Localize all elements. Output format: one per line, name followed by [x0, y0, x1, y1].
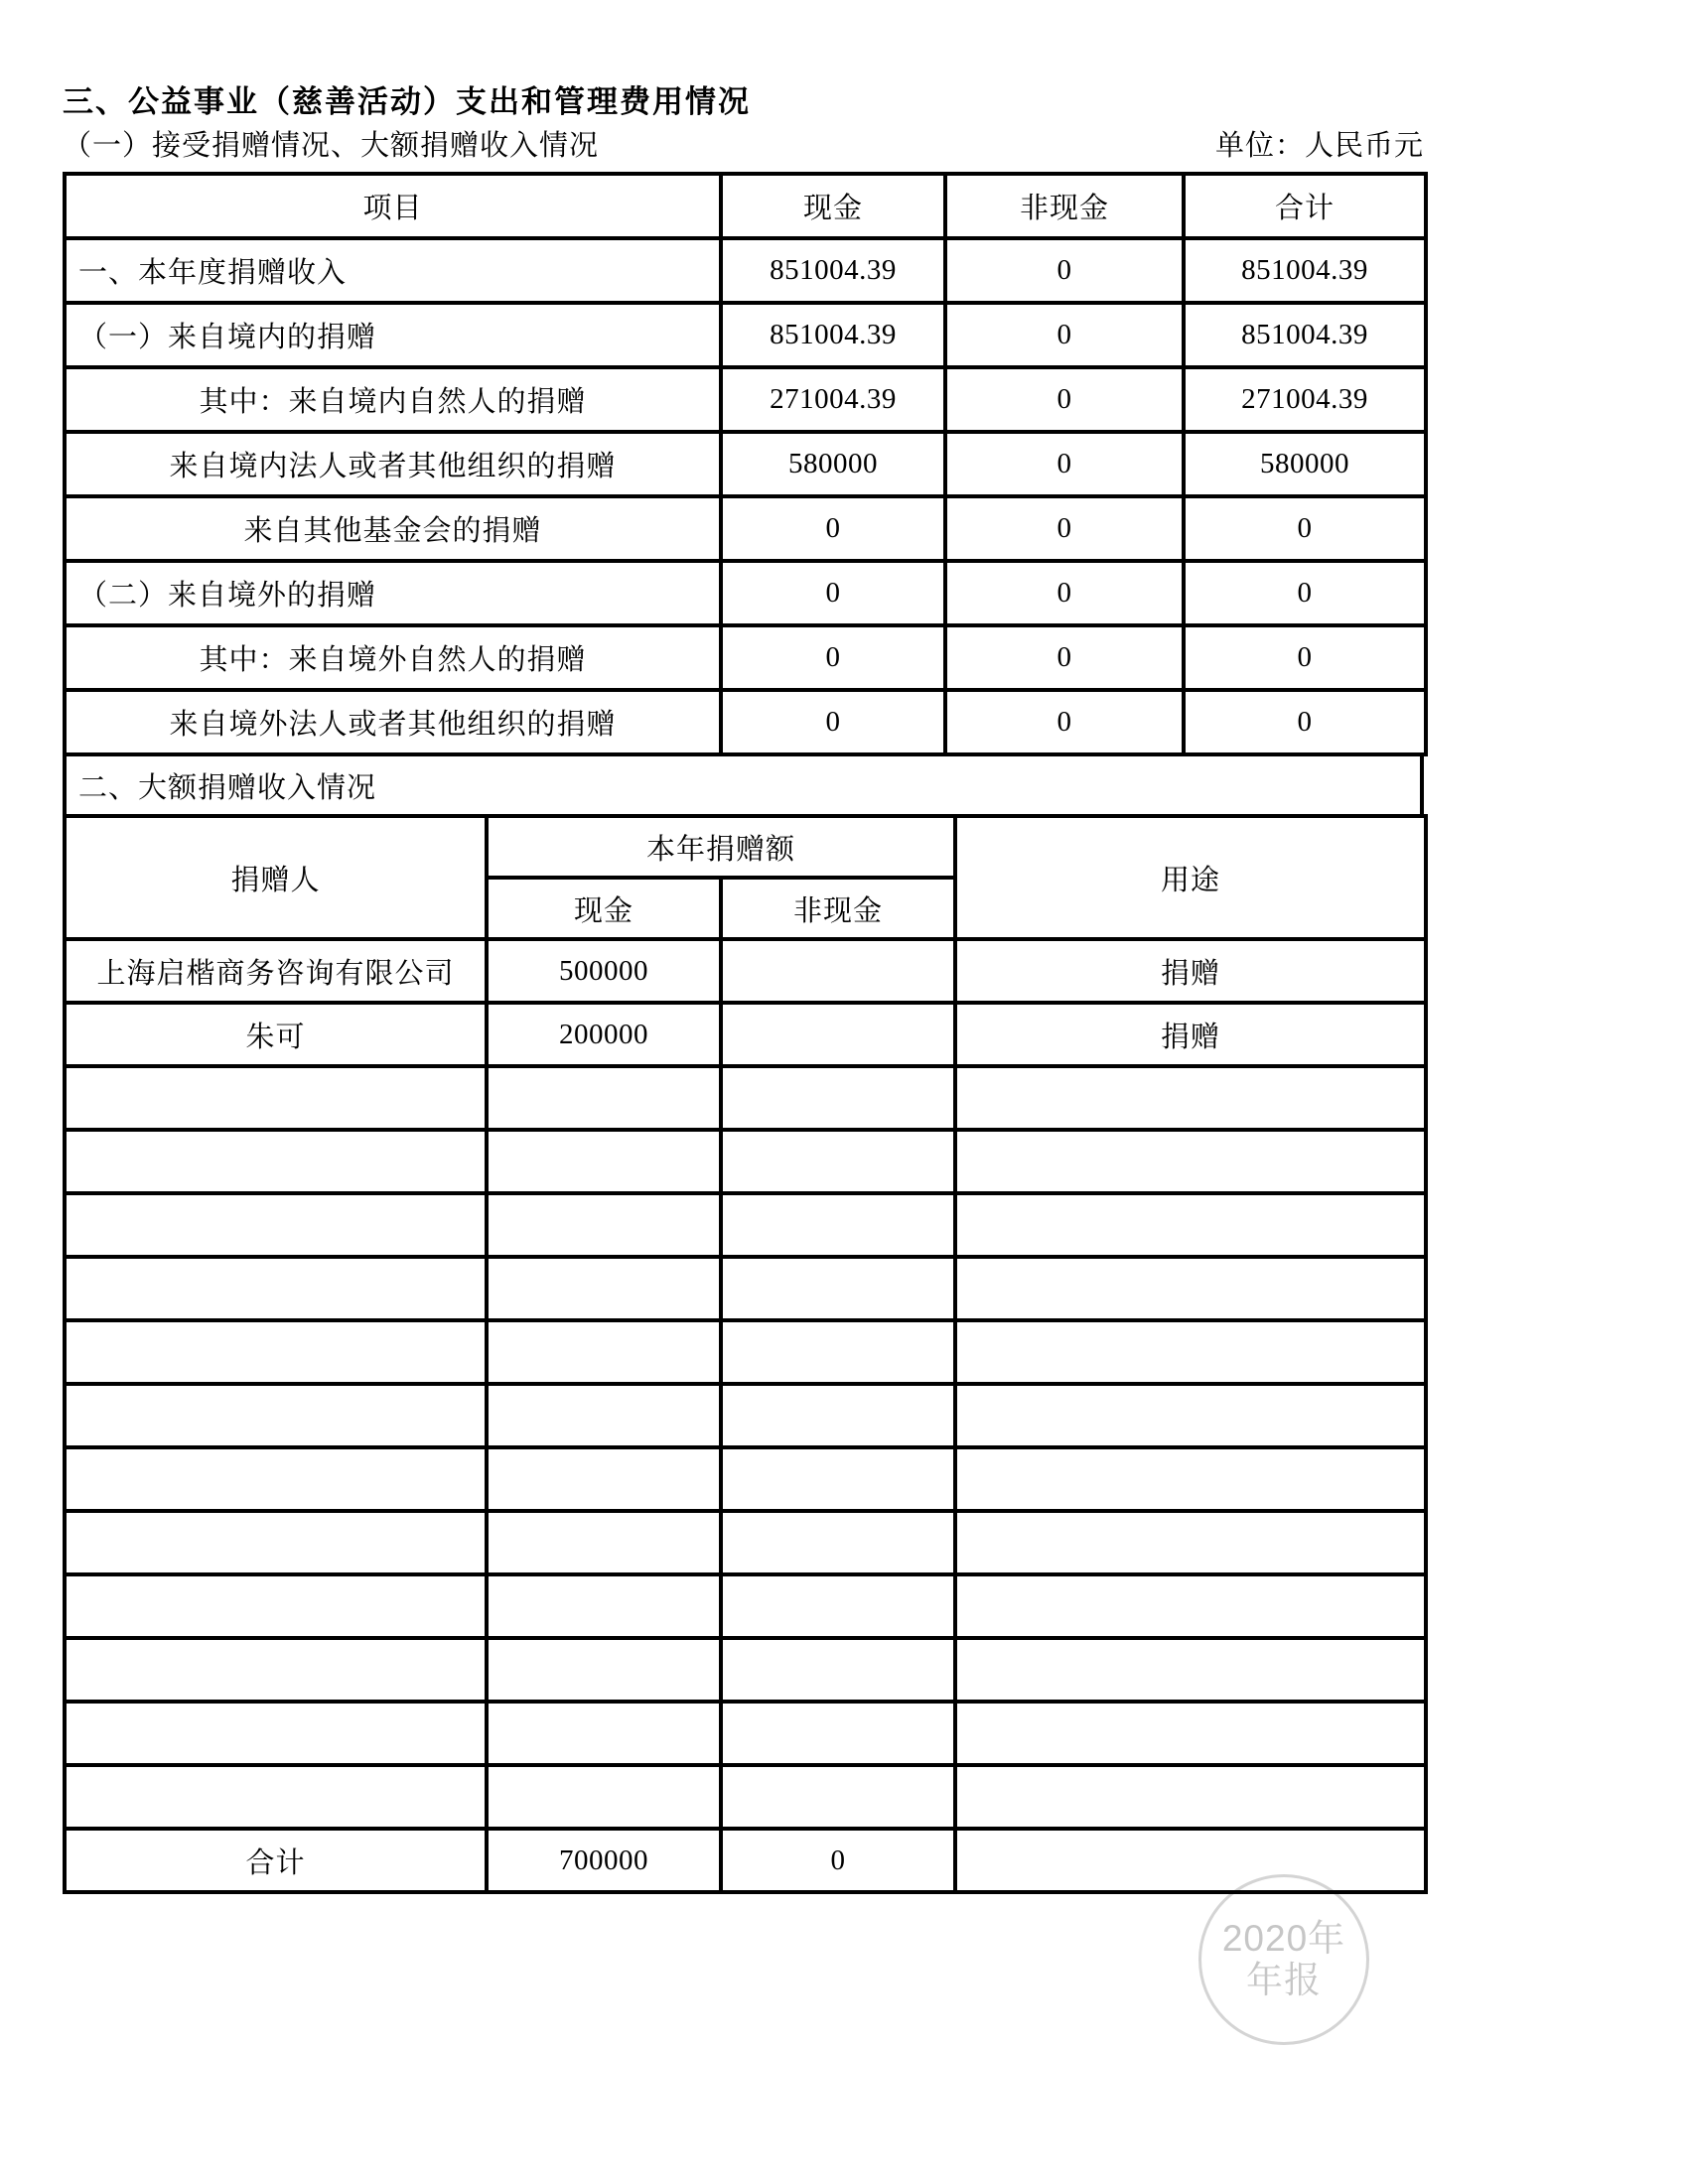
purpose-cell — [955, 1574, 1426, 1638]
donor-cell — [65, 1130, 487, 1193]
noncash-cell — [721, 1066, 955, 1130]
donor-cell — [65, 1384, 487, 1447]
donor-cell — [65, 1638, 487, 1702]
table-row — [65, 496, 1426, 561]
cash-cell: 0 — [721, 690, 945, 754]
donor-header: 捐赠人 — [65, 816, 487, 939]
year-watermark — [1198, 1874, 1369, 2045]
purpose-cell — [955, 1066, 1426, 1130]
noncash-cell — [721, 1447, 955, 1511]
cash-cell: 500000 — [487, 939, 721, 1003]
noncash-cell — [721, 1193, 955, 1257]
empty-row — [65, 1765, 1426, 1829]
noncash-cell: 0 — [945, 496, 1184, 561]
total-label-cell: 合计 — [65, 1829, 487, 1892]
noncash-cell — [721, 1574, 955, 1638]
purpose-cell — [955, 1130, 1426, 1193]
cash-cell — [487, 1765, 721, 1829]
total-cell: 851004.39 — [1184, 238, 1426, 303]
purpose-cell — [955, 1511, 1426, 1574]
noncash-cell — [721, 1765, 955, 1829]
total-cell: 580000 — [1184, 432, 1426, 496]
noncash-cell — [721, 939, 955, 1003]
empty-row — [65, 1193, 1426, 1257]
purpose-cell — [955, 1257, 1426, 1320]
noncash-cell: 0 — [945, 690, 1184, 754]
noncash-cell — [721, 1320, 955, 1384]
table-header-row — [65, 174, 1426, 238]
noncash-cell — [721, 1511, 955, 1574]
cash-cell: 271004.39 — [721, 367, 945, 432]
cash-cell: 580000 — [721, 432, 945, 496]
empty-row — [65, 1447, 1426, 1511]
total-cash-cell: 700000 — [487, 1829, 721, 1892]
purpose-header: 用途 — [955, 816, 1426, 939]
purpose-cell — [955, 1320, 1426, 1384]
total-cell: 0 — [1184, 496, 1426, 561]
noncash-cell: 0 — [945, 367, 1184, 432]
donor-cell — [65, 1257, 487, 1320]
major-table-header-row — [65, 816, 1426, 878]
noncash-cell: 0 — [945, 625, 1184, 690]
noncash-cell: 0 — [945, 238, 1184, 303]
empty-row — [65, 1574, 1426, 1638]
subtitle-row — [63, 130, 1424, 163]
section2-band — [63, 752, 1424, 818]
table-row — [65, 561, 1426, 625]
table-row — [65, 432, 1426, 496]
empty-row — [65, 1066, 1426, 1130]
cash-cell — [487, 1130, 721, 1193]
table-row — [65, 690, 1426, 754]
total-cell: 0 — [1184, 625, 1426, 690]
donor-cell — [65, 1511, 487, 1574]
total-cell: 271004.39 — [1184, 367, 1426, 432]
noncash-cell — [721, 1638, 955, 1702]
unit-label: 单位：人民币元 — [1214, 130, 1424, 162]
page-subtitle: （一）接受捐赠情况、大额捐赠收入情况 — [63, 130, 600, 162]
total-purpose-cell — [955, 1829, 1426, 1892]
noncash-subheader: 非现金 — [721, 878, 955, 939]
empty-row — [65, 1257, 1426, 1320]
header-total: 合计 — [1184, 174, 1426, 238]
report-section — [63, 85, 1424, 1894]
donor-row — [65, 939, 1426, 1003]
cash-cell — [487, 1193, 721, 1257]
donation-tables — [63, 172, 1424, 1894]
purpose-cell — [955, 1193, 1426, 1257]
empty-row — [65, 1320, 1426, 1384]
major-donation-table — [63, 814, 1428, 1894]
purpose-cell: 捐赠 — [955, 939, 1426, 1003]
donor-cell — [65, 1447, 487, 1511]
donation-income-table — [63, 172, 1428, 756]
donor-cell — [65, 1765, 487, 1829]
noncash-cell: 0 — [945, 432, 1184, 496]
cash-cell — [487, 1574, 721, 1638]
cash-cell — [487, 1638, 721, 1702]
empty-row — [65, 1638, 1426, 1702]
donor-cell: 上海启楷商务咨询有限公司 — [65, 939, 487, 1003]
item-cell: 其中：来自境外自然人的捐赠 — [65, 625, 721, 690]
cash-cell — [487, 1066, 721, 1130]
cash-cell: 0 — [721, 561, 945, 625]
total-noncash-cell: 0 — [721, 1829, 955, 1892]
purpose-cell — [955, 1702, 1426, 1765]
total-row — [65, 1829, 1426, 1892]
purpose-cell — [955, 1638, 1426, 1702]
cash-cell — [487, 1320, 721, 1384]
donor-cell — [65, 1193, 487, 1257]
donor-cell — [65, 1066, 487, 1130]
noncash-cell — [721, 1702, 955, 1765]
noncash-cell: 0 — [945, 561, 1184, 625]
cash-cell — [487, 1702, 721, 1765]
total-cell: 0 — [1184, 561, 1426, 625]
cash-subheader: 现金 — [487, 878, 721, 939]
donor-cell — [65, 1320, 487, 1384]
noncash-cell: 0 — [945, 303, 1184, 367]
header-cash: 现金 — [721, 174, 945, 238]
cash-cell — [487, 1257, 721, 1320]
cash-cell — [487, 1511, 721, 1574]
noncash-cell — [721, 1003, 955, 1066]
cash-cell: 0 — [721, 496, 945, 561]
noncash-cell — [721, 1384, 955, 1447]
total-cell: 0 — [1184, 690, 1426, 754]
cash-cell: 851004.39 — [721, 238, 945, 303]
item-cell: 来自境外法人或者其他组织的捐赠 — [65, 690, 721, 754]
empty-row — [65, 1702, 1426, 1765]
table-row — [65, 303, 1426, 367]
header-item: 项目 — [65, 174, 721, 238]
purpose-cell — [955, 1384, 1426, 1447]
section-title-row — [65, 754, 1422, 816]
amount-header: 本年捐赠额 — [487, 816, 955, 878]
empty-row — [65, 1511, 1426, 1574]
section-title: 二、大额捐赠收入情况 — [65, 754, 1422, 816]
item-cell: 来自境内法人或者其他组织的捐赠 — [65, 432, 721, 496]
total-cell: 851004.39 — [1184, 303, 1426, 367]
donor-row — [65, 1003, 1426, 1066]
item-cell: 来自其他基金会的捐赠 — [65, 496, 721, 561]
item-cell: （一）来自境内的捐赠 — [65, 303, 721, 367]
empty-row — [65, 1130, 1426, 1193]
item-cell: （二）来自境外的捐赠 — [65, 561, 721, 625]
table-row — [65, 625, 1426, 690]
purpose-cell — [955, 1447, 1426, 1511]
cash-cell: 200000 — [487, 1003, 721, 1066]
item-cell: 其中：来自境内自然人的捐赠 — [65, 367, 721, 432]
watermark-label: 年报 — [1246, 1960, 1322, 2000]
donor-cell — [65, 1702, 487, 1765]
cash-cell: 851004.39 — [721, 303, 945, 367]
donor-cell — [65, 1574, 487, 1638]
noncash-cell — [721, 1130, 955, 1193]
table-row — [65, 367, 1426, 432]
cash-cell: 0 — [721, 625, 945, 690]
purpose-cell — [955, 1765, 1426, 1829]
table-row — [65, 238, 1426, 303]
page-title: 三、公益事业（慈善活动）支出和管理费用情况 — [63, 84, 751, 119]
header-noncash: 非现金 — [945, 174, 1184, 238]
purpose-cell: 捐赠 — [955, 1003, 1426, 1066]
item-cell: 一、本年度捐赠收入 — [65, 238, 721, 303]
cash-cell — [487, 1447, 721, 1511]
watermark-year: 2020年 — [1221, 1918, 1346, 1959]
noncash-cell — [721, 1257, 955, 1320]
empty-row — [65, 1384, 1426, 1447]
cash-cell — [487, 1384, 721, 1447]
donor-cell: 朱可 — [65, 1003, 487, 1066]
